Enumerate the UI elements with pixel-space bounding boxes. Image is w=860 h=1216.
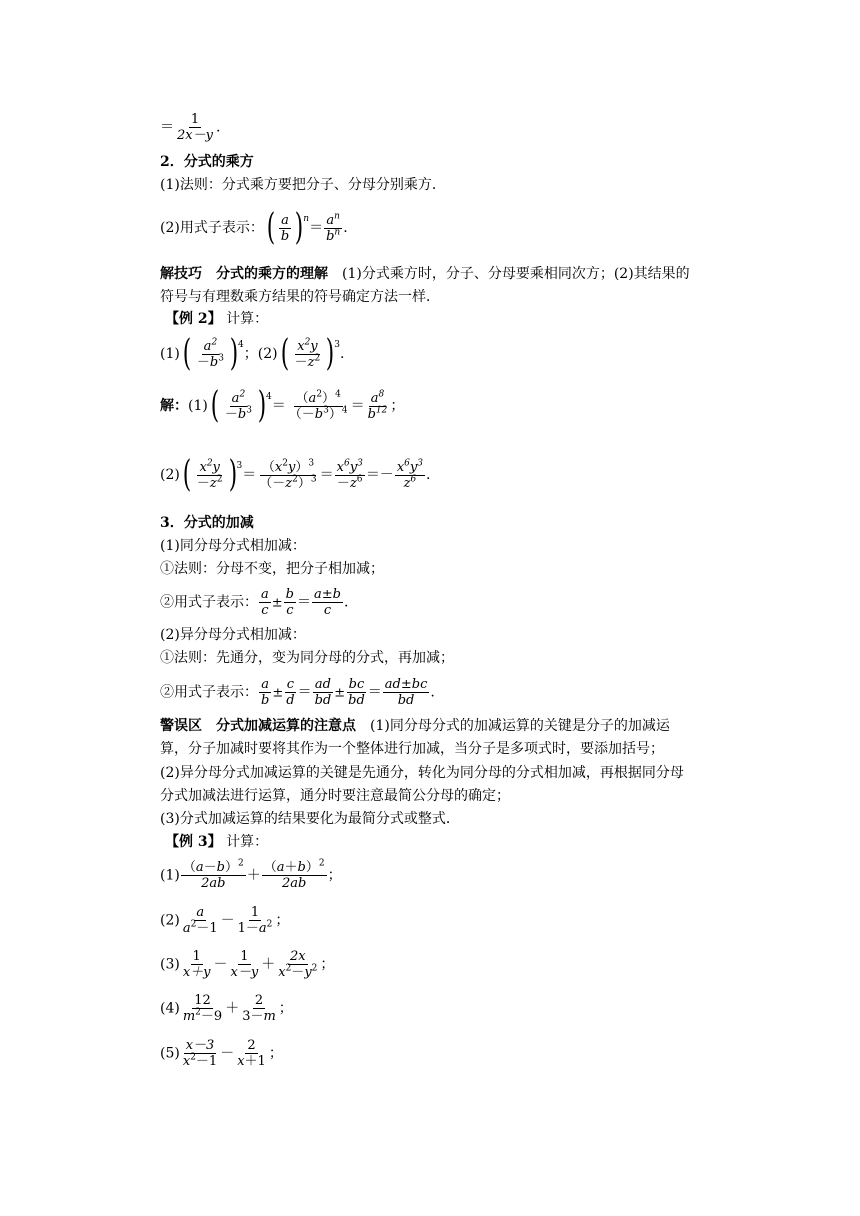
power-formula: ( $\frac{a}{b}$ ) n ＝ $\frac{a^n}{b^n}$ . [266, 207, 348, 248]
formula-line [160, 207, 348, 248]
formula-label: ②用式子表示： [160, 594, 258, 611]
example-3-header [165, 833, 268, 851]
section-heading-3: 3．分式的加减 [160, 515, 254, 531]
warning-paragraph [160, 717, 670, 735]
warning-text-line2: 算，分子加减时要将其作为一个整体进行加减，当分子是多项式时，要添加括号； [160, 741, 664, 757]
denominator: 2x－y [177, 128, 213, 143]
equals-sign: ＝ [160, 119, 174, 136]
example-tag: 【例 3】 [165, 834, 222, 850]
diff-denominator-heading: (2)异分母分式相加减： [160, 627, 306, 643]
solution-1: 解：(1) ( $\frac{a^2}{-b^3}$ ) 4 ＝ $\frac{(a^2)^4}{(-b^3)^4}$ ＝ $\frac{a^8}{b^{12}}$ ； [160, 385, 405, 426]
section-heading-2: 2．分式的乘方 [160, 154, 254, 170]
problem-4: (4) $\frac{12}{m^2-9}$ ＋ $\frac{2}{3-m}$ ； [160, 993, 293, 1024]
warning-text-line4: 分式加减法进行运算，通分时要注意最简公分母的确定； [160, 788, 510, 804]
example-text: 计算： [226, 311, 269, 327]
example-2-header [165, 310, 268, 328]
tip-paragraph [160, 265, 690, 283]
rule-text: (1)法则：分式乘方要把分子、分母分别乘方． [160, 177, 446, 193]
warning-text: (1)同分母分式的加减运算的关键是分子的加减运 [370, 718, 670, 734]
example-text: 计算： [226, 834, 269, 850]
formula-label: (2)用式子表示： [160, 220, 264, 236]
solution-label: 解： [160, 398, 188, 414]
problem-1: (1) $\frac{(a-b)^2}{2ab}$ ＋ $\frac{(a+b)^2}{2ab}$ ； [160, 858, 342, 891]
tip-text-line2: 符号与有理数乘方结果的符号确定方法一样． [160, 289, 440, 305]
warning-title: 警误区 分式加减运算的注意点 [160, 718, 356, 734]
problem-3: (3) $\frac{1}{x+y}$ － $\frac{1}{x-y}$ ＋ $\frac{2x}{x^2-y^2}$ ； [160, 949, 335, 980]
formula-label: ②用式子表示： [160, 684, 258, 701]
numerator: 1 [190, 112, 200, 127]
tip-text: (1)分式乘方时，分子、分母要乘相同次方；(2)其结果的 [342, 266, 690, 282]
example-2-problems: (1) ( $\frac{a^2}{-b^3}$ ) 4 ；(2) ( $\frac{x^2y}{-z^2}$ ) 3 . [160, 333, 345, 374]
period: . [215, 119, 221, 136]
warning-text-line3: (2)异分母分式加减运算的关键是先通分，转化为同分母的分式相加减，再根据同分母 [160, 765, 684, 781]
problem-2: (2) $\frac{a}{a^2-1}$ － $\frac{1}{1-a^2}$ ； [160, 905, 290, 936]
diff-denominator-rule: ①法则：先通分，变为同分母的分式，再加减； [160, 650, 454, 666]
warning-text-line5: (3)分式加减运算的结果要化为最简分式或整式． [160, 811, 460, 827]
same-denominator-heading: (1)同分母分式相加减： [160, 538, 306, 554]
same-denominator-rule: ①法则：分母不变，把分子相加减； [160, 561, 384, 577]
same-denominator-formula: ②用式子表示： $\frac{a}{c}$ ± $\frac{b}{c}$ ＝ $\frac{a\pm b}{c}$ . [160, 587, 349, 618]
result-line [160, 112, 220, 143]
example-tag: 【例 2】 [165, 311, 222, 327]
fraction [175, 112, 215, 143]
problem-5: (5) $\frac{x-3}{x^2-1}$ － $\frac{2}{x+1}$ ； [160, 1038, 283, 1069]
diff-denominator-formula: ②用式子表示： $\frac{a}{b}$ ± $\frac{c}{d}$ ＝ $\frac{ad}{bd}$ ± $\frac{bc}{bd}$ ＝ $\frac{ad\pm bc}{bd}$ . [160, 677, 435, 708]
tip-title: 解技巧 分式的乘方的理解 [160, 266, 328, 282]
solution-2: (2) ( $\frac{x^2y}{-z^2}$ ) 3 ＝ $\frac{(x^2y)^3}{(-z^2)^3}$ ＝ $\frac{x^6y^3}{-z^6}$ ＝－ $\frac{x^6y^3}{z^6}$ . [160, 454, 431, 495]
